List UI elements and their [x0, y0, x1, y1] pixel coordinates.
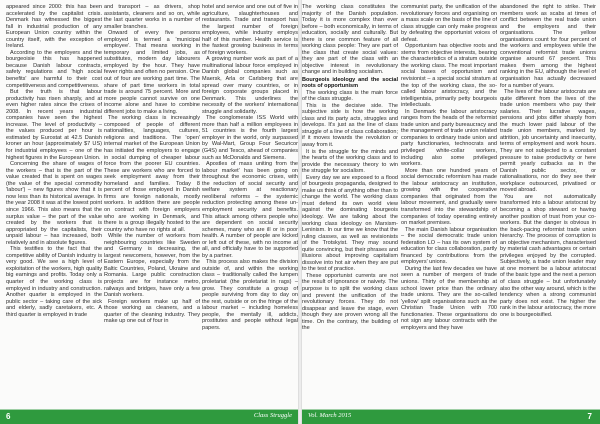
right-page-column-3: [500, 4, 596, 406]
paragraph: While the number of workers from neighbouring countries like Sweden and Germany is decreasing, the largest newcomers, however, from the Eastern Europe, especially from the Baltic Countries, Poland, Ukraine and Romania. Large public construction projects are for instance metro, railways and bridges, have only a few Danish workers.: [104, 233, 200, 299]
page-number: 7: [587, 412, 592, 421]
paragraph: The main Danish labour organisation – the social democratic trade union federation LO – has its own system of education for class collaboration, partly financed by contributions from the employers' unions.: [401, 226, 497, 266]
paragraph: In Denmark the labour aristocracy ranges from the heads of the reformist trade union and party bureaucracy and the management of trade union related companies to ordinary trade union and party functionaries, technocrats and privileged white-collar workers, including also some privileged workers.: [401, 108, 497, 168]
right-page-column-1: [302, 4, 398, 406]
paragraph: It is the struggle for the minds and the hearts of the working class and to provide the necessary theory to win the struggle for socialism.: [302, 148, 398, 175]
paragraph: But the truth is that labour productivity has risen sharply, and at even higher rates since the crises of 2008. In recent years industrial companies have seen the highest increase. The level of productivity – the values produced per hour is estimated by Eurostat at 42.5 Danish kroner an hour (approximately $7 US) for industrial employees – one of the highest figures in the European Union.: [6, 89, 102, 161]
paragraph: More than one hundred years of social democratic reformism has made the labour aristocracy an institution, growing with the cooperative companies that originated from the labour movement, and gradually were transformed into the stewardship of companies of today operating entirely on market premises.: [401, 167, 497, 227]
paragraph: hotel and service and one out of five in agriculture, slaughterhouses and restaurants. Trade and transport has the largest number of foreign employees, while industry employs half of this number. Health service is the fastest growing business in terms of foreign workers.: [202, 4, 298, 56]
footer-masthead: Class Struggle: [253, 412, 292, 419]
left-page-footer: [0, 410, 298, 424]
left-page-column-1: [6, 4, 102, 406]
paragraph: The working class is the main force of the class struggle.: [302, 89, 398, 103]
paragraph: and transport – as drivers, shop assistants, cleaners and so on, while the last quarter works in a number of smaller branches.: [104, 4, 200, 30]
left-page-column-2: [104, 4, 200, 406]
paragraph: This is the decisive side. The subjective side is how the working class and its party acts, struggles and develops. It's just as the line of class struggle of a line of class collaboration; if it moves towards the revolution or away from it.: [302, 102, 398, 148]
paragraph: Opportunism has objective roots and stems from objective interests, bearing the characteristics of a stratum outside the working class. The most important social bases of opportunism and revisionist – a special social stratum at the top of the working class, the so-called labour aristocracy, and the intelligentsia, primarily petty bourgeois intellectuals.: [401, 43, 497, 109]
paragraph: Concerning the share of wages of the workers – that is the part of the value created that is spent on wages (the value of the special commodity 'labour') – new figures show that it is now less than its historical average. In the year 2008 it was at the lowest point since 1966. This also means that the surplus value – the part of the value created by the workers that is appropriated by the capitalists, their unpaid labour – has increased, both relatively and in absolute figures.: [6, 161, 102, 246]
paragraph: communist party, the unification of the revolutionary forces and organising on a mass scale on the basis of the line of class struggle can only make progress by defeating the opportunist voices of defeat.: [401, 4, 497, 43]
right-page-column-2: [401, 4, 497, 406]
right-page-footer: [302, 410, 600, 424]
paragraph: The conglomerate ISS World with more than half a million employees in 51 countries is the fourth largest employer in the world, only surpassed by Wal-Mart, Group Four Securicor (G4S) and Tesco, ahead of companies such as McDonalds and Siemens.: [202, 115, 298, 161]
section-heading: Bourgeois ideology and the social roots of opportunism: [302, 76, 398, 90]
paragraph: The working class is increasingly composed of people of different nationalities, languages, cultures, religions and traditions. The 'open' internal market of the European Union has initiated the employers to engage in social dumping of cheaper labour force from the poorer EU countries. These are workers who are forced to seek employment away from their homeland and families. Today 8 percent of those employed in Danish firms are foreign nationals, mostly workers. In addition there are people on contract with foreign employers who are working in Denmark, and there is a group illegally hosted to the country who have no rights at all.: [104, 115, 200, 233]
paragraph: appeared since 2000: this has been accelerated by the capitalist crisis. Denmark has witnessed the biggest fall in industrial production of any European Union country within the country itself, with the exception of Ireland.: [6, 4, 102, 50]
right-page: [302, 0, 600, 424]
paragraph: The lives of the labour aristocrats are quite different from the lives of the trade union members who pay their salaries. Their lucrative wages, pensions and jobs differ sharply from the much lower paid labour of the trade union members, marked by attrition, job uncertainty and insecurity, terms of employment and work hours. They are not subjected to a constant pressure to raise productivity or here permit yearly cutbacks as in the Danish public sector, or rationalisations, nor do they see their workplace outsourced, privatised or moved abroad.: [500, 89, 596, 194]
footer-masthead: Vol. March 2015: [308, 412, 352, 419]
paragraph: This process also makes the division outside of, and within the working class – traditionally called the lumpen proletariat (the proletariat in rags) – grow. They constitute a group of people surviving from day to day on the rest, outside or on the fringe of the labour market – including homeless people, the mentally ill, addicts, prostitutes and people without legal papers.: [202, 259, 298, 331]
page-number: 6: [6, 412, 11, 421]
paragraph: These opportunist currents are not the result of ignorance or naivety. The purpose is to split the working class and prevent the unification of the revolutionary forces. They do not disappear and leave the stage, even though they are proven wrong all the time. On the contrary, the building of the: [302, 272, 398, 332]
paragraph: Apostles of mass uniting from the labour market' has been going on throughout the economic crises, with the reduction of social security and welfare system at reactionary neoliberal reforms – the systemic reduction protecting among these un-employment security and benefits. This attack among others people who are dependent on social security schemes, many who are ill or in poor health. A number of people are kicked or left out of these, with no income at all, and officially have to be supported by a partner.: [202, 161, 298, 259]
paragraph: Foreign workers make up half of those working as cleaners, and a quarter of the cleaning industry. They make up one out of four in: [104, 298, 200, 325]
paragraph: abandoned the right to strike. Their members work as scabs at times of conflict between the real trade union and the employers and their organisations. The yellow organisations count for four percent of the workers and employees while the conventional reformist trade unions organise around 67 percent. This makes them among the highest ranking in the EU, although the level of organisation has actually decreased for a number of years.: [500, 4, 596, 89]
paragraph: A growing number work as part of a multinational labour force employed in Danish global companies such as Maersk, Arla or Carlsberg that are spread over many countries, or in foreign corporate groups placed in Denmark. This underlines the necessity of the workers' international struggle and solidarity.: [202, 56, 298, 115]
paragraph: This testifies to the fact that the competitive ability of Danish industry is very good. We see a high level of exploitation of the workers, high quality big earnings and profits. Today only a quarter of the working class is employed in industry and construction. Another quarter is employed in the public sector – taking care of the sick and elderly, sadly caretakers, etc. A third quarter is employed in trade: [6, 246, 102, 318]
paragraph: The working class constitutes the majority of the Danish population. Today it is more complex than ever before – both economically, in terms of education, socially and culturally. But there is one common feature of all working class people: They are part of the class that create social values: they are part of the class with an objective interest in revolutionary change and in building socialism.: [302, 4, 398, 76]
paragraph: During the last few decades we have seen a number of mergers of trade unions. Thirty of the membership at school lower price than the ordinary trade unions. They are the so-called 'yellow' spilt organisations such as the Christian Trade Union with 700 functionaries. These organisations do not sign any labour contracts with the employers and they have: [401, 265, 497, 331]
paragraph: You are not automatically transformed into a labour aristocrat by becoming a shop steward or having another position of trust from your co-workers. But the danger is obvious in the back-pacing reformist trade union hierarchy. The process of corruption is an objective mechanism, characterised by material cash advantages or certain privileges enjoyed by the corrupted. Subjectively, a trade union leader may at one moment be a labour aristocrat of the basic type and the next a person of class struggle – but unfortunately also the other way around, which is the tendency when a strong communist party does not exist. The higher the rank in the labour aristocracy, the more one is bourgeoisified.: [500, 193, 596, 318]
paragraph: Onward of every five persons employed is termed a 'municipal employee'. That means working in temporary and limited jobs, as substitutes, modern day labourers employed by the hour. They have fewer rights and often no pension. One out of four are working part time. The share of part time workers in total trade is around 75 percent. More and more people cannot survive on one income alone and have to combine different jobs to make a living.: [104, 30, 200, 115]
left-page-column-3: [202, 4, 298, 406]
left-page: [0, 0, 298, 424]
paragraph: According to the employers and the bourgeoisie this has happened because Danish labour contracts, safety regulations and 'high social benefits' are harmful to their cost competitiveness and competitiveness.: [6, 49, 102, 89]
paragraph: Every day we are exposed to a flood of bourgeois propaganda, designed to make us think of anything other than to change the world. The working class must defend its own world view against the dominating bourgeois ideology. We are talking about the working class ideology on Marxism-Leninism. In our time we know that the ruling classes, as well as revisionists of the Trotskyist. They may sound quite convincing, but their phrases and illusions about improving capitalism dissolve into hot air when they are put to the test of practice.: [302, 174, 398, 273]
